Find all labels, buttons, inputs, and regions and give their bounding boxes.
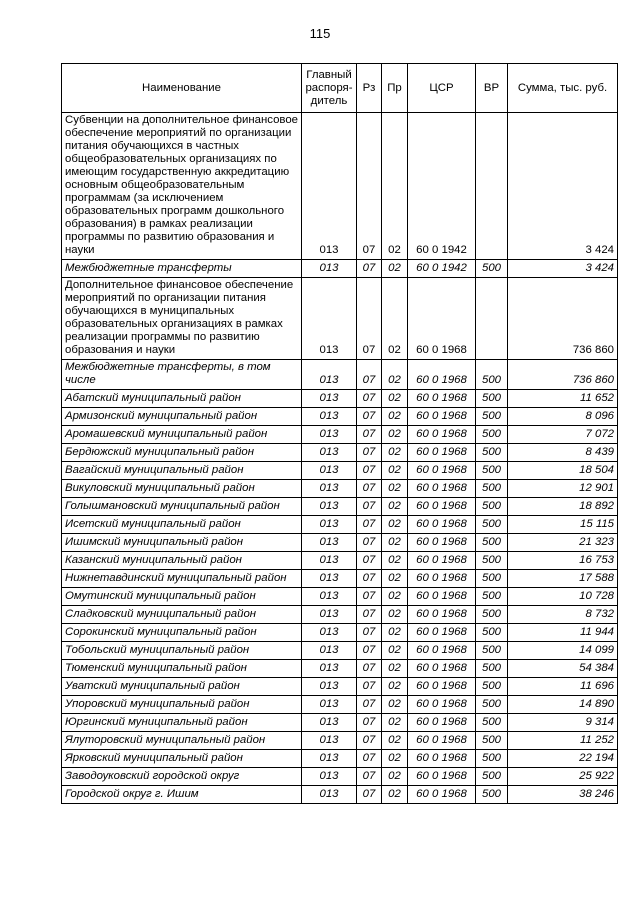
cell-csr: 60 0 1968 <box>408 642 476 660</box>
cell-name: Сладковский муниципальный район <box>62 606 302 624</box>
cell-chief: 013 <box>302 714 357 732</box>
table-row <box>62 408 618 426</box>
cell-rz: 07 <box>357 696 382 714</box>
cell-sum: 18 892 <box>508 498 618 516</box>
cell-chief: 013 <box>302 390 357 408</box>
cell-sum: 8 732 <box>508 606 618 624</box>
cell-vr: 500 <box>476 408 508 426</box>
cell-csr: 60 0 1968 <box>408 768 476 786</box>
cell-sum: 9 314 <box>508 714 618 732</box>
cell-sum: 11 652 <box>508 390 618 408</box>
cell-rz: 07 <box>357 534 382 552</box>
cell-name: Тюменский муниципальный район <box>62 660 302 678</box>
cell-chief: 013 <box>302 462 357 480</box>
cell-chief: 013 <box>302 696 357 714</box>
cell-rz: 07 <box>357 480 382 498</box>
cell-name: Нижнетавдинский муниципальный район <box>62 570 302 588</box>
cell-rz: 07 <box>357 408 382 426</box>
cell-pr: 02 <box>382 786 408 804</box>
cell-pr: 02 <box>382 696 408 714</box>
cell-name: Ишимский муниципальный район <box>62 534 302 552</box>
cell-rz: 07 <box>357 390 382 408</box>
cell-pr: 02 <box>382 732 408 750</box>
cell-pr: 02 <box>382 516 408 534</box>
cell-csr: 60 0 1942 <box>408 113 476 260</box>
cell-csr: 60 0 1968 <box>408 462 476 480</box>
header-name: Наименование <box>62 64 302 113</box>
cell-sum: 18 504 <box>508 462 618 480</box>
cell-rz: 07 <box>357 426 382 444</box>
cell-csr: 60 0 1968 <box>408 786 476 804</box>
cell-sum: 16 753 <box>508 552 618 570</box>
table-row <box>62 360 618 390</box>
cell-csr: 60 0 1942 <box>408 260 476 278</box>
cell-vr: 500 <box>476 426 508 444</box>
cell-name: Армизонский муниципальный район <box>62 408 302 426</box>
cell-sum: 21 323 <box>508 534 618 552</box>
cell-chief: 013 <box>302 786 357 804</box>
cell-rz: 07 <box>357 606 382 624</box>
table-row <box>62 786 618 804</box>
cell-csr: 60 0 1968 <box>408 534 476 552</box>
cell-sum: 12 901 <box>508 480 618 498</box>
cell-name: Бердюжский муниципальный район <box>62 444 302 462</box>
cell-vr: 500 <box>476 390 508 408</box>
cell-chief: 013 <box>302 260 357 278</box>
cell-vr <box>476 113 508 260</box>
cell-rz: 07 <box>357 570 382 588</box>
cell-rz: 07 <box>357 552 382 570</box>
cell-sum: 11 252 <box>508 732 618 750</box>
cell-pr: 02 <box>382 534 408 552</box>
header-row <box>62 64 618 113</box>
cell-pr: 02 <box>382 606 408 624</box>
cell-rz: 07 <box>357 624 382 642</box>
cell-chief: 013 <box>302 732 357 750</box>
table-row <box>62 552 618 570</box>
cell-rz: 07 <box>357 498 382 516</box>
cell-name: Уватский муниципальный район <box>62 678 302 696</box>
cell-vr <box>476 278 508 360</box>
cell-csr: 60 0 1968 <box>408 660 476 678</box>
cell-vr: 500 <box>476 260 508 278</box>
cell-chief: 013 <box>302 642 357 660</box>
cell-vr: 500 <box>476 768 508 786</box>
cell-name: Упоровский муниципальный район <box>62 696 302 714</box>
cell-name: Межбюджетные трансферты, в том числе <box>62 360 302 390</box>
cell-vr: 500 <box>476 660 508 678</box>
table-row <box>62 606 618 624</box>
cell-rz: 07 <box>357 768 382 786</box>
cell-pr: 02 <box>382 390 408 408</box>
cell-rz: 07 <box>357 786 382 804</box>
cell-csr: 60 0 1968 <box>408 714 476 732</box>
cell-pr: 02 <box>382 408 408 426</box>
table-row <box>62 732 618 750</box>
cell-csr: 60 0 1968 <box>408 498 476 516</box>
cell-rz: 07 <box>357 732 382 750</box>
cell-sum: 14 890 <box>508 696 618 714</box>
cell-vr: 500 <box>476 360 508 390</box>
cell-vr: 500 <box>476 750 508 768</box>
cell-rz: 07 <box>357 278 382 360</box>
cell-name: Межбюджетные трансферты <box>62 260 302 278</box>
cell-vr: 500 <box>476 714 508 732</box>
cell-vr: 500 <box>476 642 508 660</box>
cell-vr: 500 <box>476 480 508 498</box>
cell-pr: 02 <box>382 768 408 786</box>
header-rz: Рз <box>357 64 382 113</box>
cell-rz: 07 <box>357 660 382 678</box>
cell-pr: 02 <box>382 480 408 498</box>
table-row <box>62 444 618 462</box>
cell-name: Субвенции на дополнительное финансовое обеспечение мероприятий по организации питания обучающихся в частных общеобразовательных организациях по имеющим государственную аккредитацию основным общеобразовательным программам (за исключением образовательных программ дошкольного образования) в рамках реализации программы по развитию образования и науки <box>62 113 302 260</box>
cell-vr: 500 <box>476 516 508 534</box>
cell-chief: 013 <box>302 113 357 260</box>
cell-pr: 02 <box>382 360 408 390</box>
cell-sum: 8 096 <box>508 408 618 426</box>
cell-rz: 07 <box>357 642 382 660</box>
cell-chief: 013 <box>302 480 357 498</box>
cell-sum: 3 424 <box>508 113 618 260</box>
table-row <box>62 516 618 534</box>
table-row <box>62 426 618 444</box>
cell-pr: 02 <box>382 260 408 278</box>
cell-pr: 02 <box>382 552 408 570</box>
table-row <box>62 768 618 786</box>
cell-chief: 013 <box>302 606 357 624</box>
cell-chief: 013 <box>302 360 357 390</box>
cell-csr: 60 0 1968 <box>408 408 476 426</box>
table-body <box>62 113 618 804</box>
cell-vr: 500 <box>476 678 508 696</box>
cell-chief: 013 <box>302 588 357 606</box>
cell-name: Сорокинский муниципальный район <box>62 624 302 642</box>
cell-pr: 02 <box>382 113 408 260</box>
cell-rz: 07 <box>357 444 382 462</box>
cell-pr: 02 <box>382 678 408 696</box>
cell-name: Казанский муниципальный район <box>62 552 302 570</box>
cell-csr: 60 0 1968 <box>408 624 476 642</box>
cell-chief: 013 <box>302 408 357 426</box>
cell-vr: 500 <box>476 606 508 624</box>
cell-vr: 500 <box>476 498 508 516</box>
cell-name: Дополнительное финансовое обеспечение мероприятий по организации питания обучающихся в муниципальных образовательных организациях в рамках реализации программы по развитию образования и науки <box>62 278 302 360</box>
cell-csr: 60 0 1968 <box>408 426 476 444</box>
cell-pr: 02 <box>382 278 408 360</box>
header-csr: ЦСР <box>408 64 476 113</box>
cell-sum: 17 588 <box>508 570 618 588</box>
table-row <box>62 624 618 642</box>
cell-csr: 60 0 1968 <box>408 360 476 390</box>
cell-pr: 02 <box>382 498 408 516</box>
cell-chief: 013 <box>302 278 357 360</box>
cell-pr: 02 <box>382 714 408 732</box>
cell-csr: 60 0 1968 <box>408 552 476 570</box>
cell-pr: 02 <box>382 624 408 642</box>
cell-csr: 60 0 1968 <box>408 278 476 360</box>
cell-pr: 02 <box>382 444 408 462</box>
cell-chief: 013 <box>302 426 357 444</box>
cell-chief: 013 <box>302 570 357 588</box>
cell-vr: 500 <box>476 444 508 462</box>
table-row <box>62 390 618 408</box>
cell-rz: 07 <box>357 714 382 732</box>
cell-sum: 10 728 <box>508 588 618 606</box>
header-pr: Пр <box>382 64 408 113</box>
cell-sum: 38 246 <box>508 786 618 804</box>
header-vr: ВР <box>476 64 508 113</box>
cell-rz: 07 <box>357 260 382 278</box>
table-row <box>62 588 618 606</box>
cell-name: Абатский муниципальный район <box>62 390 302 408</box>
table-row <box>62 480 618 498</box>
page-number: 115 <box>309 26 331 41</box>
cell-pr: 02 <box>382 750 408 768</box>
cell-pr: 02 <box>382 570 408 588</box>
cell-chief: 013 <box>302 660 357 678</box>
cell-csr: 60 0 1968 <box>408 732 476 750</box>
cell-sum: 11 696 <box>508 678 618 696</box>
cell-name: Ялуторовский муниципальный район <box>62 732 302 750</box>
table-row <box>62 278 618 360</box>
cell-csr: 60 0 1968 <box>408 570 476 588</box>
cell-pr: 02 <box>382 660 408 678</box>
cell-sum: 11 944 <box>508 624 618 642</box>
cell-pr: 02 <box>382 588 408 606</box>
table-row <box>62 570 618 588</box>
cell-rz: 07 <box>357 588 382 606</box>
cell-rz: 07 <box>357 516 382 534</box>
cell-name: Вагайский муниципальный район <box>62 462 302 480</box>
cell-csr: 60 0 1968 <box>408 606 476 624</box>
cell-chief: 013 <box>302 750 357 768</box>
cell-sum: 736 860 <box>508 278 618 360</box>
cell-csr: 60 0 1968 <box>408 390 476 408</box>
header-chief: Главный распоря-дитель <box>302 64 357 113</box>
cell-chief: 013 <box>302 768 357 786</box>
cell-rz: 07 <box>357 678 382 696</box>
cell-rz: 07 <box>357 750 382 768</box>
cell-vr: 500 <box>476 786 508 804</box>
table-row <box>62 660 618 678</box>
cell-csr: 60 0 1968 <box>408 444 476 462</box>
cell-name: Ярковский муниципальный район <box>62 750 302 768</box>
cell-csr: 60 0 1968 <box>408 696 476 714</box>
cell-rz: 07 <box>357 113 382 260</box>
table-row <box>62 678 618 696</box>
cell-name: Тобольский муниципальный район <box>62 642 302 660</box>
cell-rz: 07 <box>357 462 382 480</box>
table-row <box>62 534 618 552</box>
cell-vr: 500 <box>476 624 508 642</box>
cell-vr: 500 <box>476 534 508 552</box>
cell-csr: 60 0 1968 <box>408 516 476 534</box>
cell-sum: 14 099 <box>508 642 618 660</box>
table-row <box>62 462 618 480</box>
table-row <box>62 714 618 732</box>
cell-pr: 02 <box>382 642 408 660</box>
cell-name: Заводоуковский городской округ <box>62 768 302 786</box>
cell-sum: 22 194 <box>508 750 618 768</box>
cell-name: Викуловский муниципальный район <box>62 480 302 498</box>
cell-chief: 013 <box>302 516 357 534</box>
table-row <box>62 642 618 660</box>
header-sum: Сумма, тыс. руб. <box>508 64 618 113</box>
cell-csr: 60 0 1968 <box>408 588 476 606</box>
cell-sum: 8 439 <box>508 444 618 462</box>
cell-sum: 736 860 <box>508 360 618 390</box>
cell-name: Городской округ г. Ишим <box>62 786 302 804</box>
cell-vr: 500 <box>476 696 508 714</box>
table-row <box>62 696 618 714</box>
cell-chief: 013 <box>302 444 357 462</box>
cell-sum: 15 115 <box>508 516 618 534</box>
cell-chief: 013 <box>302 498 357 516</box>
cell-vr: 500 <box>476 588 508 606</box>
cell-name: Аромашевский муниципальный район <box>62 426 302 444</box>
cell-csr: 60 0 1968 <box>408 750 476 768</box>
cell-csr: 60 0 1968 <box>408 480 476 498</box>
cell-chief: 013 <box>302 678 357 696</box>
cell-rz: 07 <box>357 360 382 390</box>
budget-table <box>61 63 618 804</box>
cell-sum: 54 384 <box>508 660 618 678</box>
cell-name: Омутинский муниципальный район <box>62 588 302 606</box>
cell-name: Голышмановский муниципальный район <box>62 498 302 516</box>
cell-vr: 500 <box>476 462 508 480</box>
cell-sum: 25 922 <box>508 768 618 786</box>
cell-chief: 013 <box>302 534 357 552</box>
table-row <box>62 260 618 278</box>
cell-chief: 013 <box>302 552 357 570</box>
table-row <box>62 498 618 516</box>
cell-csr: 60 0 1968 <box>408 678 476 696</box>
cell-name: Юргинский муниципальный район <box>62 714 302 732</box>
cell-sum: 3 424 <box>508 260 618 278</box>
cell-vr: 500 <box>476 732 508 750</box>
cell-sum: 7 072 <box>508 426 618 444</box>
table-row <box>62 750 618 768</box>
cell-chief: 013 <box>302 624 357 642</box>
cell-pr: 02 <box>382 462 408 480</box>
cell-pr: 02 <box>382 426 408 444</box>
cell-vr: 500 <box>476 552 508 570</box>
table-row <box>62 113 618 260</box>
cell-name: Исетский муниципальный район <box>62 516 302 534</box>
cell-vr: 500 <box>476 570 508 588</box>
